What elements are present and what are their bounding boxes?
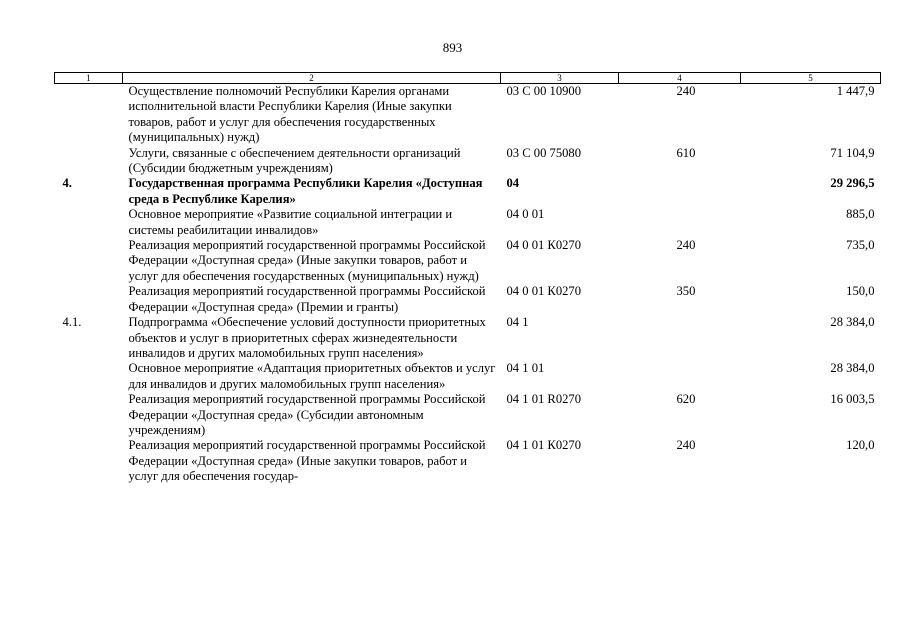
table-row — [55, 176, 881, 207]
table-row — [55, 361, 881, 392]
row-name: Подпрограмма «Обеспечение условий доступности приоритетных объектов и услуг в приоритетных сферах жизнедеятельности инвалидов и других маломобильных групп населения» — [128, 315, 486, 360]
table-row — [55, 438, 881, 484]
row-code: 04 1 — [506, 315, 529, 330]
row-code: 03 С 00 75080 — [506, 145, 582, 160]
row-number — [55, 238, 123, 284]
row-sum: 71 104,9 — [830, 145, 875, 160]
row-code: 04 — [506, 176, 520, 191]
row-expense-type: 620 — [676, 392, 696, 407]
row-code: 04 0 01 — [506, 207, 545, 222]
row-expense-type: 240 — [676, 84, 696, 98]
row-number — [55, 438, 123, 484]
row-number: 4. — [62, 176, 72, 191]
row-code: 04 0 01 К0270 — [506, 238, 582, 253]
column-header-5: 5 — [741, 73, 881, 84]
row-expense-type: 350 — [676, 284, 696, 299]
table-header — [55, 73, 881, 84]
row-expense-type — [619, 207, 741, 238]
table-row — [55, 238, 881, 284]
row-expense-type: 240 — [676, 438, 696, 453]
page-number: 893 — [442, 40, 463, 55]
row-expense-type: 240 — [676, 238, 696, 253]
row-name: Реализация мероприятий государственной программы Российской Федерации «Доступная среда» (Иные закупки товаров, работ и услуг для обеспечения государ- — [128, 438, 486, 484]
table-row — [55, 315, 881, 361]
row-sum: 28 384,0 — [830, 361, 875, 376]
table-row — [55, 392, 881, 438]
row-code: 03 С 00 10900 — [506, 84, 582, 98]
row-sum: 120,0 — [846, 438, 875, 453]
table-row — [55, 284, 881, 315]
row-expense-type — [619, 315, 741, 361]
row-code: 04 0 01 К0270 — [506, 284, 582, 299]
column-header-1: 1 — [55, 73, 123, 84]
row-sum: 28 384,0 — [830, 315, 875, 330]
row-number — [55, 361, 123, 392]
row-sum: 16 003,5 — [830, 392, 875, 407]
row-name: Основное мероприятие «Развитие социальной интеграции и системы реабилитации инвалидов» — [128, 207, 453, 237]
row-name: Государственная программа Республики Карелия «Доступная среда в Республике Карелия» — [128, 176, 483, 206]
row-number — [55, 207, 123, 238]
table-row — [55, 207, 881, 238]
table-body — [55, 84, 881, 485]
row-name: Реализация мероприятий государственной программы Российской Федерации «Доступная среда» (Премии и гранты) — [128, 284, 486, 314]
row-name: Реализация мероприятий государственной программы Российской Федерации «Доступная среда» (Иные закупки товаров, работ и услуг для обеспечения государственных (муниципальных) нужд) — [128, 238, 486, 283]
column-header-3: 3 — [501, 73, 619, 84]
row-number — [55, 146, 123, 177]
row-sum: 150,0 — [846, 284, 875, 299]
row-expense-type — [619, 361, 741, 392]
row-name: Основное мероприятие «Адаптация приоритетных объектов и услуг для инвалидов и других маломобильных групп населения» — [128, 361, 496, 391]
row-sum: 735,0 — [846, 238, 875, 253]
column-header-4: 4 — [619, 73, 741, 84]
row-expense-type — [619, 176, 741, 207]
budget-table — [54, 72, 881, 485]
table-row — [55, 146, 881, 177]
header-row — [55, 73, 881, 84]
row-code: 04 1 01 — [506, 361, 545, 376]
row-number — [55, 84, 123, 146]
row-name: Услуги, связанные с обеспечением деятельности организаций (Субсидии бюджетным учреждениям) — [128, 145, 461, 176]
row-name: Осуществление полномочий Республики Карелия органами исполнительной власти Республики Карелия (Иные закупки товаров, работ и услуг для обеспечения государственных (муниципальных) нужд) — [128, 84, 452, 145]
row-code: 04 1 01 К0270 — [506, 438, 582, 453]
row-code: 04 1 01 R0270 — [506, 392, 582, 407]
row-sum: 1 447,9 — [836, 84, 875, 98]
column-header-2: 2 — [123, 73, 501, 84]
row-number — [55, 284, 123, 315]
row-expense-type: 610 — [676, 145, 696, 160]
row-sum: 885,0 — [846, 207, 875, 222]
table-row — [55, 84, 881, 146]
row-sum: 29 296,5 — [830, 176, 875, 191]
row-number: 4.1. — [62, 315, 82, 330]
row-name: Реализация мероприятий государственной программы Российской Федерации «Доступная среда» (Субсидии автономным учреждениям) — [128, 392, 486, 437]
row-number — [55, 392, 123, 438]
